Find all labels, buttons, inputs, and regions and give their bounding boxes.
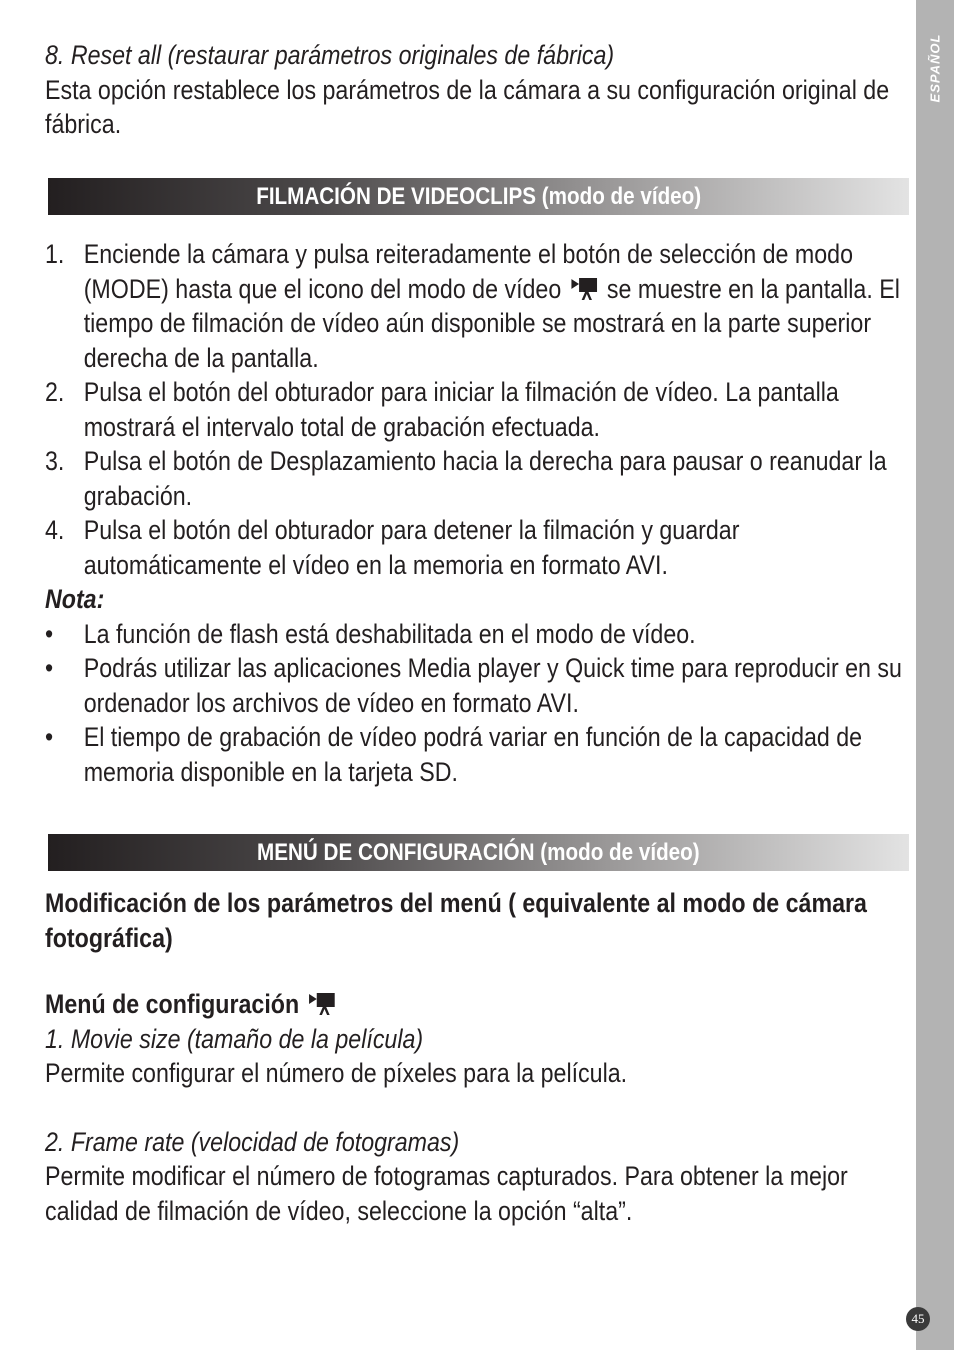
list-item: 3. Pulsa el botón de Desplazamiento hacia la derecha para pausar o reanudar la grabación. <box>45 446 887 511</box>
video-camera-icon <box>571 276 597 300</box>
step-number: 1. <box>45 239 65 269</box>
side-strip <box>916 0 954 1350</box>
menu-item-body: Permite configurar el número de píxeles para la película. <box>45 1058 628 1088</box>
videoclip-steps <box>45 237 914 789</box>
reset-section <box>45 38 914 142</box>
list-item: 2. Pulsa el botón del obturador para iniciar la filmación de vídeo. La pantalla mostrará el intervalo total de grabación efectuada. <box>45 377 839 442</box>
bullet: • <box>45 618 54 649</box>
step-number: 2. <box>45 377 65 407</box>
step-number: 4. <box>45 515 65 545</box>
section-title: FILMACIÓN DE VIDEOCLIPS <box>256 182 536 210</box>
config-section <box>45 886 914 1228</box>
list-item: • La función de flash está deshabilitada en el modo de vídeo. <box>45 617 914 652</box>
list-item: 4. Pulsa el botón del obturador para detener la filmación y guardar automáticamente el vídeo en la memoria en formato AVI. <box>45 515 740 580</box>
step-number: 3. <box>45 446 65 476</box>
list-item: • El tiempo de grabación de vídeo podrá variar en función de la capacidad de memoria disponible en la tarjeta SD. <box>45 722 863 787</box>
section-header-videoclips <box>48 178 909 215</box>
section-subtitle: (modo de vídeo) <box>535 182 701 210</box>
config-intro: Modificación de los parámetros del menú ( equivalente al modo de cámara fotográfica) <box>45 888 867 953</box>
reset-title: 8. Reset all (restaurar parámetros originales de fábrica) <box>45 40 615 70</box>
menu-item-title: 1. Movie size (tamaño de la película) <box>45 1023 424 1054</box>
menu-item-title: 2. Frame rate (velocidad de fotogramas) <box>45 1126 460 1157</box>
list-item: • Podrás utilizar las aplicaciones Media player y Quick time para reproducir en su ordenador los archivos de vídeo en formato AVI. <box>45 653 902 718</box>
video-camera-icon <box>309 991 335 1015</box>
config-menu-title: Menú de configuración <box>45 987 914 1022</box>
list-item: 1. Enciende la cámara y pulsa reiteradamente el botón de selección de modo (MODE) hasta que el icono del modo de vídeo se muestre en la pantalla. El tiempo de filmación de vídeo aún disponible se mostrará en la parte superior derecha de la pantalla. <box>45 239 900 373</box>
reset-body: Esta opción restablece los parámetros de la cámara a su configuración original de fábrica. <box>45 74 890 139</box>
bullet: • <box>45 653 54 683</box>
section-subtitle: (modo de vídeo) <box>534 838 700 866</box>
page-number: 45 <box>906 1307 930 1331</box>
bullet: • <box>45 722 54 752</box>
section-title: MENÚ DE CONFIGURACIÓN <box>257 838 535 866</box>
language-tab: ESPAÑOL <box>927 33 943 103</box>
note-title: Nota: <box>45 584 105 614</box>
section-header-config <box>48 834 909 871</box>
menu-item-body: Permite modificar el número de fotogramas capturados. Para obtener la mejor calidad de filmación de vídeo, seleccione la opción “alta”. <box>45 1161 848 1226</box>
